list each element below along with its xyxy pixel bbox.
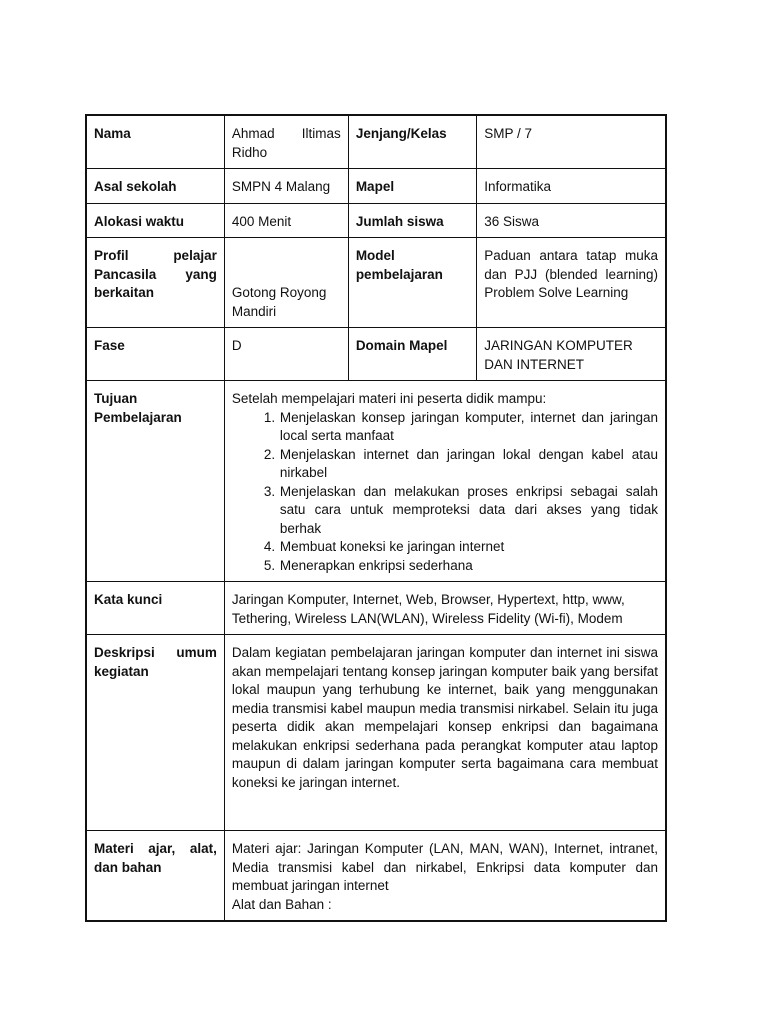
value-tujuan-pembelajaran <box>224 381 666 582</box>
row-tujuan-pembelajaran <box>86 381 666 582</box>
value-deskripsi-umum: Dalam kegiatan pembelajaran jaringan komputer dan internet ini siswa akan mempelajari tentang konsep jaringan komputer baik yang bersifat lokal maupun yang terhubung ke internet, baik yang menggunakan media transmisi kabel maupun media transmisi nirkabel. Selain itu juga peserta didik akan mempelajari konsep enkripsi dan bagaimana melakukan enkripsi sederhana pada perangkat komputer atau laptop maupun di dalam jaringan komputer serta bagaimana cara membuat koneksi ke jaringan internet. <box>224 635 666 831</box>
value-jenjang-kelas: SMP / 7 <box>477 115 666 169</box>
row-fase <box>86 328 666 381</box>
row-deskripsi-umum <box>86 635 666 831</box>
materi-text: Materi ajar: Jaringan Komputer (LAN, MAN, WAN), Internet, intranet, Media transmisi kabel dan nirkabel, Enkripsi data komputer dan membuat jaringan internet <box>231 841 658 893</box>
label-domain-mapel: Domain Mapel <box>348 328 476 381</box>
tujuan-intro: Setelah mempelajari materi ini peserta didik mampu: <box>231 391 547 406</box>
label-jenjang-kelas: Jenjang/Kelas <box>348 115 476 169</box>
list-item: 4. Membuat koneksi ke jaringan internet <box>279 538 658 557</box>
value-fase: D <box>224 328 348 381</box>
label-kata-kunci: Kata kunci <box>86 582 224 635</box>
label-jumlah-siswa: Jumlah siswa <box>348 203 476 238</box>
value-jumlah-siswa: 36 Siswa <box>477 203 666 238</box>
value-alokasi-waktu: 400 Menit <box>224 203 348 238</box>
row-asal-sekolah <box>86 169 666 204</box>
value-nama: Ahmad Iltimas Ridho <box>224 115 348 169</box>
value-mapel: Informatika <box>477 169 666 204</box>
label-nama: Nama <box>86 115 224 169</box>
label-materi-ajar: Materi ajar, alat, dan bahan <box>86 831 224 922</box>
label-fase: Fase <box>86 328 224 381</box>
alat-bahan-text: Alat dan Bahan : <box>231 896 332 912</box>
value-domain-mapel: JARINGAN KOMPUTER DAN INTERNET <box>477 328 666 381</box>
list-item: 1. Menjelaskan konsep jaringan komputer, internet dan jaringan local serta manfaat <box>279 409 658 446</box>
row-kata-kunci <box>86 582 666 635</box>
row-profil-pelajar <box>86 238 666 328</box>
label-profil-pelajar: Profil pelajar Pancasila yang berkaitan <box>86 238 224 328</box>
tujuan-list <box>232 409 658 576</box>
list-item: 5. Menerapkan enkripsi sederhana <box>279 557 658 576</box>
list-item: 3. Menjelaskan dan melakukan proses enkripsi sebagai salah satu cara untuk memproteksi data dari akses yang tidak berhak <box>279 483 658 539</box>
row-materi-ajar <box>86 831 666 922</box>
value-model-pembelajaran: Paduan antara tatap muka dan PJJ (blended learning) Problem Solve Learning <box>477 238 666 328</box>
row-alokasi-waktu <box>86 203 666 238</box>
value-profil-pelajar <box>224 238 348 328</box>
value-asal-sekolah: SMPN 4 Malang <box>224 169 348 204</box>
module-identity-table <box>85 114 667 922</box>
label-asal-sekolah: Asal sekolah <box>86 169 224 204</box>
label-deskripsi-umum: Deskripsi umum kegiatan <box>86 635 224 831</box>
list-item: 2. Menjelaskan internet dan jaringan lokal dengan kabel atau nirkabel <box>279 446 658 483</box>
label-tujuan-pembelajaran: Tujuan Pembelajaran <box>86 381 224 582</box>
value-profil-text: Gotong Royong Mandiri <box>231 285 327 319</box>
label-mapel: Mapel <box>348 169 476 204</box>
label-alokasi-waktu: Alokasi waktu <box>86 203 224 238</box>
row-nama <box>86 115 666 169</box>
value-materi-ajar <box>224 831 666 922</box>
label-model-pembelajaran: Model pembelajaran <box>348 238 476 328</box>
value-kata-kunci: Jaringan Komputer, Internet, Web, Browser, Hypertext, http, www, Tethering, Wireless LAN(WLAN), Wireless Fidelity (Wi-fi), Modem <box>224 582 666 635</box>
